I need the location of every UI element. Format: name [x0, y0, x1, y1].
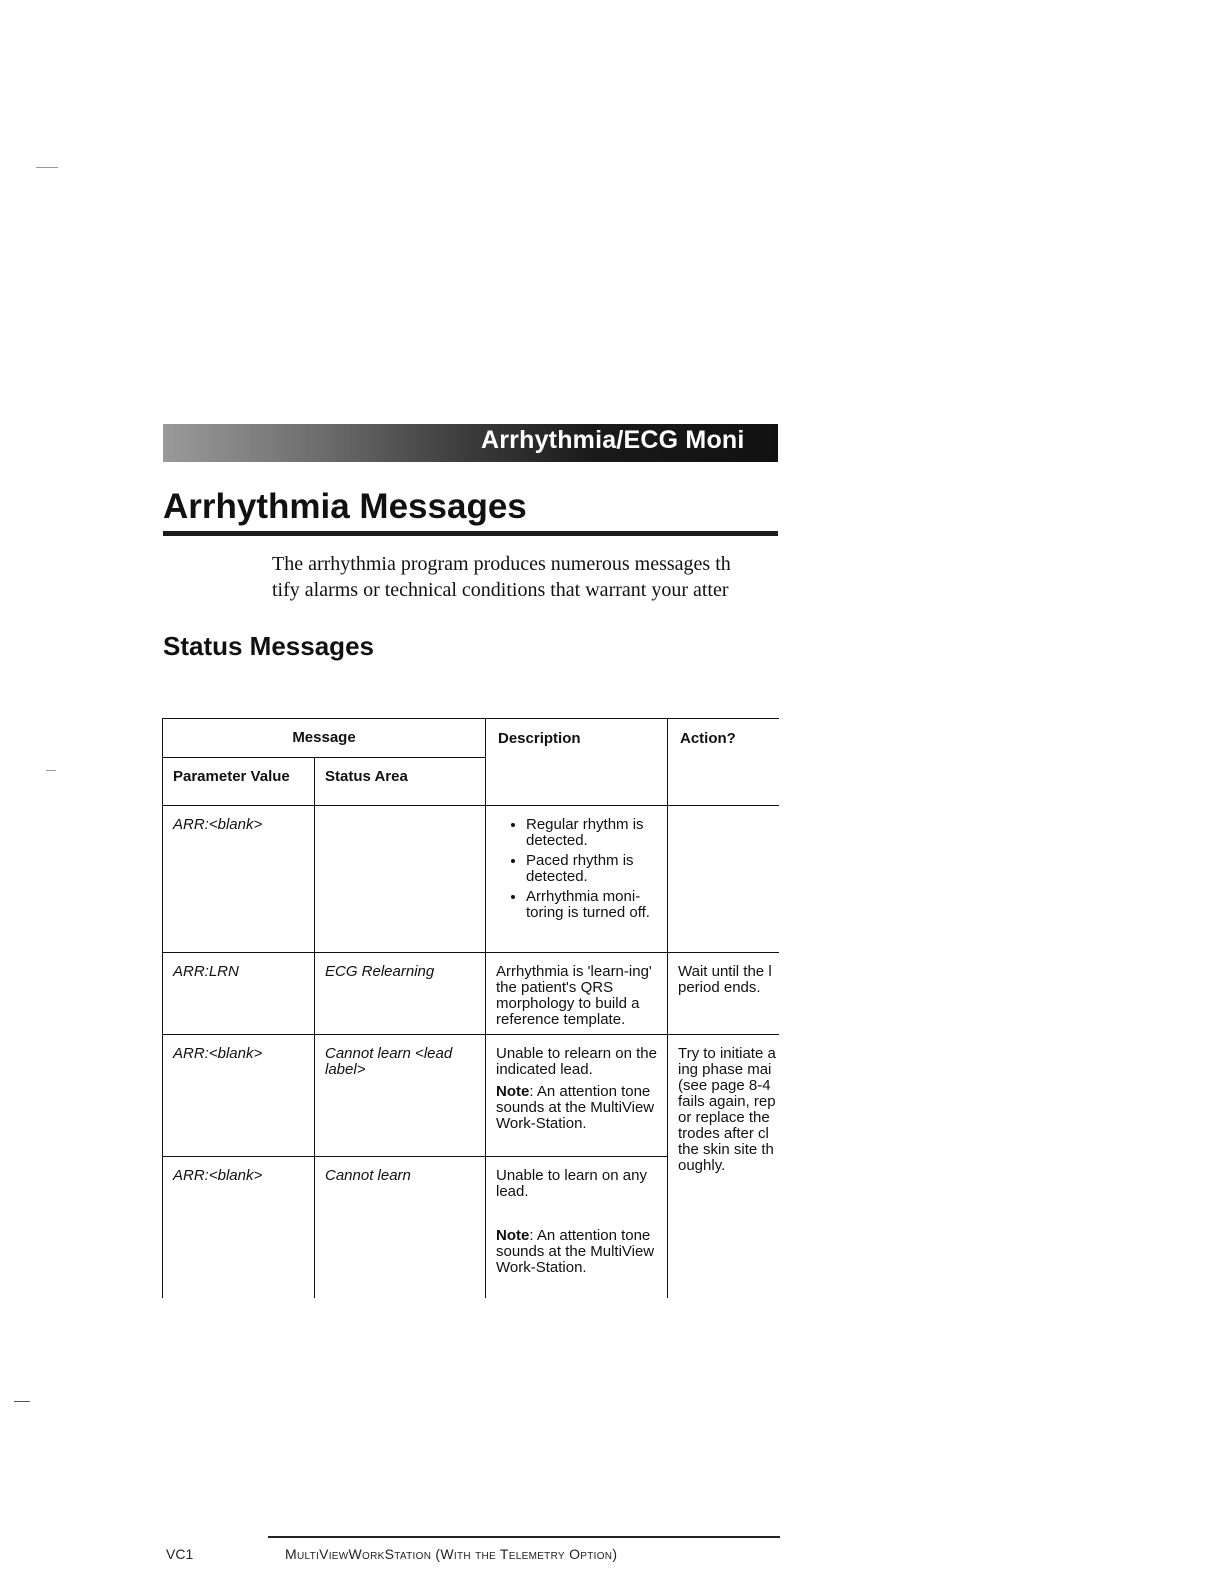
scan-mark	[46, 770, 56, 771]
action-cell	[668, 1035, 780, 1299]
chapter-banner-title: Arrhythmia/ECG Moni	[481, 426, 745, 454]
parameter-value-cell: ARR:<blank>	[163, 1035, 315, 1157]
action-line: oughly.	[678, 1157, 726, 1174]
action-line: or replace the	[678, 1109, 770, 1126]
table-row	[163, 953, 780, 1035]
description-note	[496, 1084, 657, 1132]
action-line: Wait until the l	[678, 963, 772, 980]
footer-rule	[268, 1536, 780, 1538]
note-text: : An attention tone sounds at the MultiView Work-Station.	[496, 1083, 655, 1132]
scan-mark	[36, 167, 58, 168]
note-label: Note	[496, 1227, 530, 1244]
footer-document-title: MultiViewWorkStation (With the Telemetry Option)	[285, 1546, 618, 1562]
action-line: Try to initiate a	[678, 1045, 776, 1062]
action-line: (see page 8-4	[678, 1077, 771, 1094]
scan-mark	[14, 1401, 30, 1402]
description-cell	[486, 806, 668, 953]
status-messages-table	[162, 718, 779, 1298]
status-area-cell	[315, 806, 486, 953]
header-message: Message	[163, 719, 486, 758]
description-cell: Arrhythmia is 'learn-ing' the patient's QRS morphology to build a reference template.	[486, 953, 668, 1035]
description-cell	[486, 1157, 668, 1299]
section-title: Status Messages	[163, 631, 374, 661]
title-rule	[163, 531, 778, 536]
status-area-cell: Cannot learn	[315, 1157, 486, 1299]
status-area-cell: Cannot learn <lead label>	[315, 1035, 486, 1157]
parameter-value-cell: ARR:<blank>	[163, 806, 315, 953]
header-description: Description	[486, 719, 668, 806]
description-bullet: • Regular rhythm is detected.	[526, 817, 657, 849]
parameter-value-cell: ARR:<blank>	[163, 1157, 315, 1299]
intro-line: The arrhythmia program produces numerous messages th	[272, 553, 731, 575]
action-line: ing phase mai	[678, 1061, 772, 1078]
chapter-banner	[163, 424, 778, 462]
table-row	[163, 806, 780, 953]
note-text: : An attention tone sounds at the MultiView Work-Station.	[496, 1227, 655, 1276]
intro-paragraph	[272, 551, 778, 603]
description-bullet: • Arrhythmia moni-toring is turned off.	[526, 889, 657, 921]
action-line: period ends.	[678, 979, 761, 996]
header-action: Action?	[668, 719, 780, 806]
description-text: Unable to learn on any lead.	[496, 1167, 647, 1200]
header-status-area: Status Area	[315, 758, 486, 806]
action-line: the skin site th	[678, 1141, 774, 1158]
note-label: Note	[496, 1083, 530, 1100]
footer-page-number: VC1	[166, 1546, 194, 1562]
action-line: fails again, rep	[678, 1093, 776, 1110]
description-cell	[486, 1035, 668, 1157]
page-title: Arrhythmia Messages	[163, 487, 527, 526]
description-note	[496, 1228, 657, 1276]
action-cell	[668, 806, 780, 953]
table-row	[163, 1035, 780, 1157]
action-line: trodes after cl	[678, 1125, 769, 1142]
description-bullet: • Paced rhythm is detected.	[526, 853, 657, 885]
intro-line: tify alarms or technical conditions that warrant your atter	[272, 579, 729, 601]
parameter-value-cell: ARR:LRN	[163, 953, 315, 1035]
action-cell	[668, 953, 780, 1035]
status-area-cell: ECG Relearning	[315, 953, 486, 1035]
description-bullet-list	[496, 817, 657, 921]
status-messages-table-container	[162, 718, 779, 1298]
description-text: Unable to relearn on the indicated lead.	[496, 1045, 657, 1078]
header-parameter-value: Parameter Value	[163, 758, 315, 806]
